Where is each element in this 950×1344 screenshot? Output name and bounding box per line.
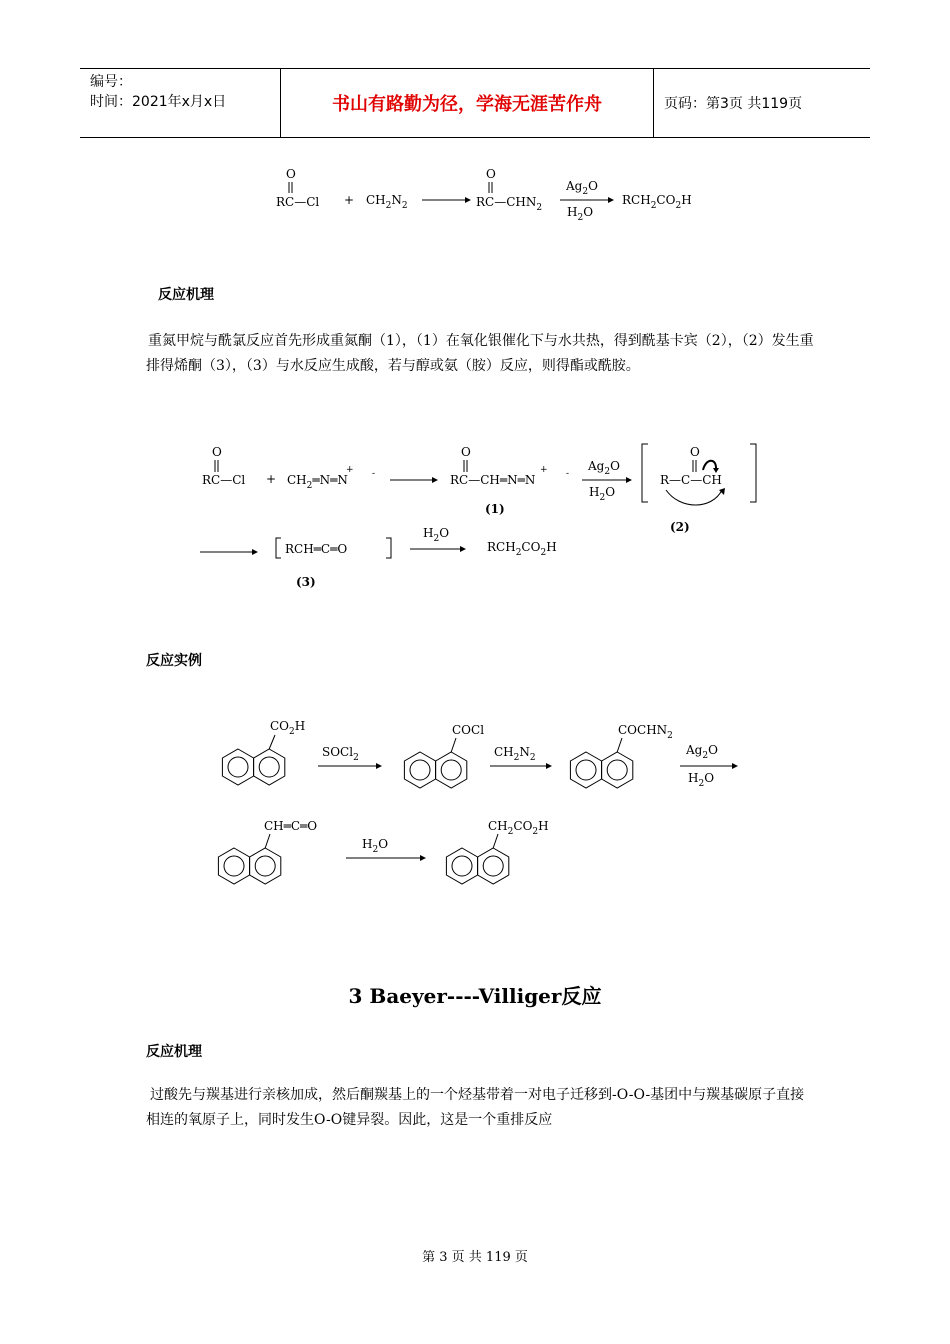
s1-intermediate: $RC—CHN_2$ [476,195,543,213]
header-meta [80,69,281,137]
doc-date-label: 时间：2021年x月x日 [90,94,227,110]
header-motto: 书山有路勤为径，学海无涯苦作舟 [281,69,654,137]
section-title: 3 Baeyer----Villiger反应 [348,984,602,1008]
s2-label-1: (1) [485,502,505,516]
s3-reagent-1: SOCl$_2$ [322,745,359,763]
s1-reagent: $CH_2N_2$ [366,193,408,211]
s2-plus: + [266,472,277,486]
s1-reactant: RC—Cl [276,195,320,209]
s1-cond-top: $Ag_2O$ [566,179,598,197]
s3-reagent-2: $CH_2N_2$ [494,745,536,763]
s2-oxygen-1: O [212,445,222,459]
s2-int1-minus: - [566,469,570,479]
mechanism-text: 重氮甲烷与酰氯反应首先形成重氮酮（1），（1）在氧化银催化下与水共热，得到酰基卡宾（2），（2）发生重排得烯酮（3），（3）与水反应生成酸，若与醇或氨（胺）反应，则得酯或酰胺。 [146,333,814,374]
page-footer: 第 3 页 共 119 页 [422,1250,528,1265]
s2-oxygen-2: O [461,445,471,459]
s2-cond-bottom: $H_2O$ [589,485,616,503]
s2-carbene: R—C—CH [660,473,722,487]
s2-reactant: RC—Cl [202,473,246,487]
naphthalene-5 [446,834,508,884]
s3-chloride: COCl [452,723,485,737]
s3-cond-top: $Ag_2O$ [686,743,718,761]
naphthalene-3 [570,738,632,788]
naphthalene-4 [218,834,280,884]
s2-label-3: (3) [296,575,316,589]
s2-product: $RCH_2CO_2H$ [487,540,557,558]
s2-cond2: $H_2O$ [423,526,450,544]
mechanism2-heading: 反应机理 [146,1044,202,1060]
s1-plus: + [344,193,355,207]
mechanism2-text: 过酸先与羰基进行亲核加成，然后酮羰基上的一个烃基带着一对电子迁移到-O-O-基团中与羰基碳原子直接相连的氧原子上，同时发生O-O键异裂。因此，这是一个重排反应 [146,1087,805,1128]
s2-minus-charge: - [372,469,376,479]
s3-cond2: $H_2O$ [362,837,389,855]
reaction-scheme-2 [0,430,950,630]
s1-oxygen-2: O [486,167,496,181]
s3-ketene: CH═C═O [264,819,318,833]
header-page-label: 页码：第3页 共119页 [664,96,803,112]
s2-cond-top: $Ag_2O$ [588,459,620,477]
example-heading: 反应实例 [146,653,202,669]
page-header [80,68,870,138]
s3-cond-bottom: $H_2O$ [688,771,715,789]
naphthalene-2 [404,738,466,788]
s1-product: $RCH_2CO_2H$ [622,193,692,211]
s1-oxygen-1: O [286,167,296,181]
mechanism-heading: 反应机理 [158,287,214,303]
s2-int1-plus: + [540,465,548,475]
s2-plus-charge: + [346,465,354,475]
reaction-scheme-3 [0,710,950,910]
s1-cond-bottom: $H_2O$ [567,205,594,223]
s2-ketene: RCH═C═O [285,542,348,556]
doc-number-label: 编号： [90,74,132,90]
s2-intermediate-1: RC—CH═N═N [450,473,536,487]
s3-acid: $CO_2H$ [270,719,306,737]
s2-label-2: (2) [670,520,690,534]
s3-product: $CH_2CO_2H$ [488,819,549,837]
s2-diazomethane: $CH_2═N═N$ [287,473,348,491]
s3-diazoketone: $COCHN_2$ [618,723,673,741]
naphthalene-1 [222,735,284,785]
s2-oxygen-3: O [690,445,700,459]
